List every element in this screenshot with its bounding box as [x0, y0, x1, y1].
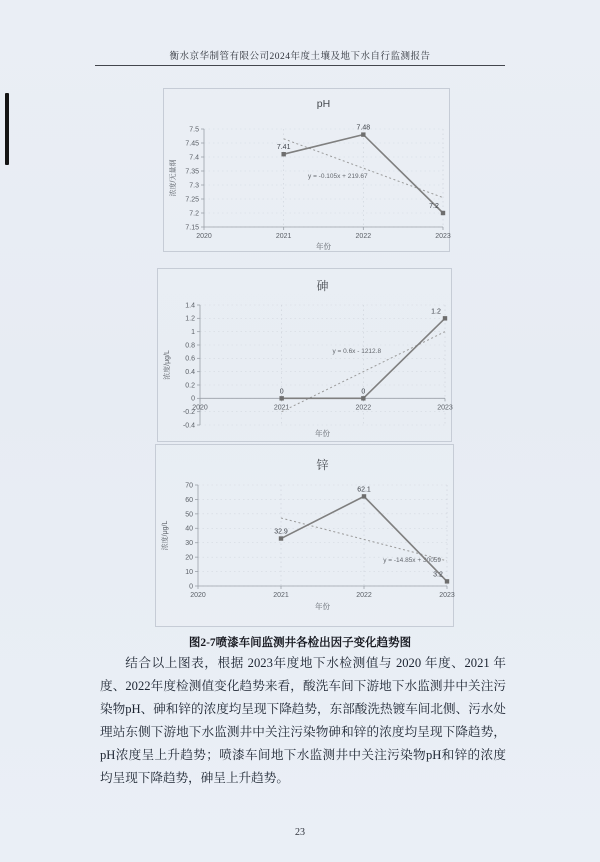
x-tick-label: 2023: [437, 404, 453, 412]
figure-caption: 图2-7喷漆车间监测井各检出因子变化趋势图: [188, 637, 412, 649]
chart-title: pH: [316, 98, 331, 110]
x-tick-label: 2020: [192, 404, 208, 412]
y-tick-label: 7.45: [185, 140, 199, 148]
page-number: 23: [295, 827, 305, 838]
data-point-marker: [362, 494, 366, 498]
x-tick-label: 2021: [275, 233, 292, 240]
data-point-marker: [443, 316, 447, 320]
body-paragraph: 结合以上图表，根据 2023年度地下水检测值与 2020 年度、2021 年度、2022年度检测值变化趋势来看，酸洗车间下游地下水监测井中关注污染物pH、砷和锌的浓度均呈现下降趋势，东部酸洗热镀车间北侧、污水处理站东侧下游地下水监测井中关注污染物砷和锌的浓度均呈现下降趋势，pH浓度呈上升趋势；喷漆车间地下水监测井中关注污染物pH和锌的浓度均呈现下降趋势，砷呈上升趋势。: [100, 656, 506, 785]
header-title: 衡水京华制管有限公司2024年度土壤及地下水自行监测报告: [169, 52, 431, 62]
y-tick-label: 10: [185, 568, 193, 576]
data-point-label: 0: [279, 388, 284, 396]
y-tick-label: 50: [185, 511, 193, 519]
x-tick-label: 2022: [355, 404, 372, 412]
y-tick-label: 7.15: [185, 224, 199, 232]
x-tick-label: 2020: [196, 233, 212, 240]
x-tick-label: 2022: [356, 592, 372, 599]
data-point-label: 1.2: [431, 308, 441, 316]
y-tick-label: 20: [185, 554, 193, 562]
y-axis-title: 浓度/无量纲: [170, 159, 177, 197]
y-tick-label: 7.4: [189, 154, 199, 162]
x-axis-title: 年份: [315, 602, 330, 611]
y-tick-label: 1: [191, 329, 195, 337]
data-point-label: 7.48: [356, 124, 371, 132]
data-point-label: 0: [361, 388, 366, 396]
data-point-marker: [441, 211, 445, 215]
y-tick-label: 7.5: [189, 126, 199, 134]
chart-svg: [158, 269, 453, 443]
data-point-label: 7.2: [429, 203, 439, 210]
y-tick-label: 30: [185, 540, 193, 548]
x-tick-label: 2021: [273, 592, 289, 599]
data-point-marker: [281, 152, 285, 156]
y-tick-label: 7.3: [189, 182, 199, 190]
y-tick-label: 1.4: [185, 302, 195, 310]
data-point-marker: [445, 579, 449, 583]
ph-trend-chart: [163, 88, 450, 252]
data-point-marker: [279, 536, 283, 540]
trend-line: [281, 518, 447, 561]
data-point-label: 3.2: [433, 571, 443, 579]
x-tick-label: 2020: [190, 592, 206, 599]
data-point-label: 7.41: [276, 144, 291, 152]
data-point-label: 62.1: [357, 486, 371, 494]
data-point-marker: [361, 396, 365, 400]
chart-svg: [164, 89, 451, 253]
chart-svg: [156, 445, 455, 628]
y-tick-label: 70: [185, 482, 193, 490]
y-tick-label: 1.2: [185, 315, 195, 323]
data-point-marker: [279, 396, 283, 400]
y-tick-label: 0.6: [185, 355, 195, 363]
y-tick-label: 0.2: [185, 382, 195, 390]
y-tick-label: 0: [191, 395, 195, 403]
y-tick-label: 7.25: [185, 196, 199, 204]
x-axis-title: 年份: [315, 429, 330, 438]
y-tick-label: 7.35: [185, 168, 199, 176]
header-rule: [95, 65, 505, 66]
chart-title: 砷: [316, 279, 329, 293]
trend-equation: y = -14.85x + 30059: [383, 556, 442, 564]
zinc-trend-chart: [155, 444, 454, 627]
y-tick-label: 0.4: [185, 369, 195, 377]
x-tick-label: 2021: [273, 404, 290, 412]
y-tick-label: 60: [185, 496, 193, 504]
trend-equation: y = -0.105x + 219.67: [308, 173, 368, 180]
y-tick-label: 7.2: [189, 210, 199, 218]
chart-title: 锌: [316, 458, 329, 472]
data-point-label: 32.9: [274, 528, 288, 536]
trend-equation: y = 0.6x - 1212.8: [332, 348, 382, 355]
y-tick-label: -0.2: [182, 409, 195, 417]
x-tick-label: 2022: [355, 233, 372, 240]
y-tick-label: 0.8: [185, 342, 195, 350]
scan-artifact-bar: [5, 93, 9, 165]
x-tick-label: 2023: [439, 592, 455, 599]
x-axis-title: 年份: [316, 242, 331, 251]
page-header: [0, 48, 600, 62]
y-axis-title: 浓度/μg/L: [164, 350, 171, 380]
y-axis-title: 浓度/μg/L: [162, 520, 169, 551]
y-tick-label: 0: [189, 583, 193, 591]
x-tick-label: 2023: [435, 233, 451, 240]
y-tick-label: -0.4: [182, 422, 195, 430]
data-point-marker: [361, 132, 365, 136]
arsenic-trend-chart: [157, 268, 452, 442]
y-tick-label: 40: [185, 525, 193, 533]
